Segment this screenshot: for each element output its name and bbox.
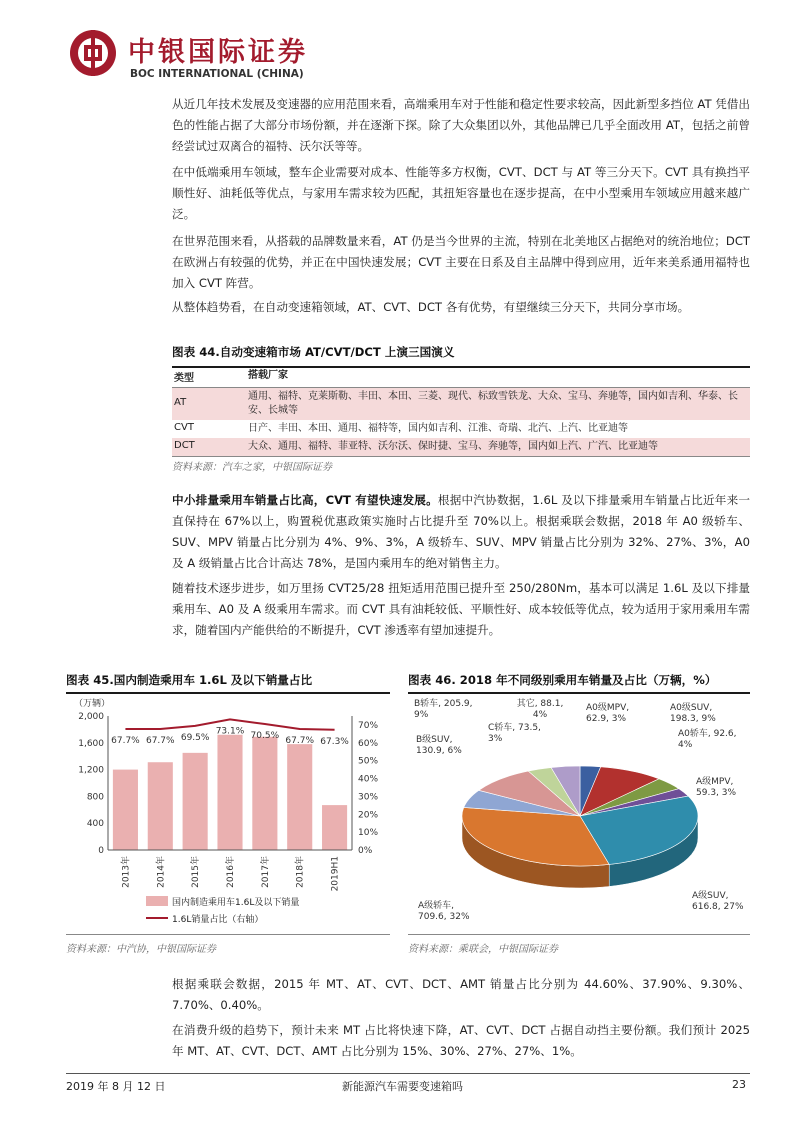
table-cell-makers: 日产、丰田、本田、通用、福特等，国内如吉利、江淮、奇瑞、北汽、上汽、比亚迪等 (248, 423, 628, 434)
chart45-bar (113, 770, 138, 850)
chart45-ratio-label: 67.7% (111, 736, 140, 747)
chart45-x-tick-label: 2016年 (226, 856, 236, 888)
logo-cn: 中银国际证券 (128, 37, 308, 68)
chart46 (408, 694, 750, 934)
chart46-slice-label: C轿车, 73.5, 3% (488, 723, 541, 744)
chart45-y-tick-label: 400 (86, 819, 104, 830)
chart46-slice-label: B轿车, 205.9, 9% (414, 699, 473, 720)
footer-page-number: 23 (732, 1078, 746, 1091)
header (68, 28, 368, 88)
chart46-slice-label: A0级MPV, 62.9, 3% (586, 703, 630, 724)
chart45-legend-bar: 国内制造乘用车1.6L及以下销量 (172, 898, 300, 908)
paragraph-8: 在消费升级的趋势下，预计未来 MT 占比将快速下降，AT、CVT、DCT 占据自动挡主要份额。我们预计 2025 年 MT、AT、CVT、DCT、AMT 占比分别为 15%、30%、27%、27%、1%。 (172, 1023, 750, 1058)
table44 (172, 369, 750, 457)
chart45-x-tick-label: 2017年 (260, 856, 271, 888)
chart45 (66, 694, 390, 934)
table-cell-type: AT (174, 397, 187, 408)
chart45-ratio-label: 67.3% (320, 736, 349, 747)
chart45-y2-tick-label: 0% (358, 846, 373, 856)
chart46-slice-label: A级SUV, 616.8, 27% (692, 891, 744, 912)
chart45-bar (183, 753, 208, 850)
chart45-bar (217, 735, 242, 850)
chart45-y2-tick-label: 70% (358, 720, 379, 731)
chart45-bar (287, 744, 312, 850)
chart45-ratio-label: 70.5% (250, 731, 280, 742)
chart46-slice-label: A级MPV, 59.3, 3% (696, 777, 737, 798)
chart45-bottom-rule (66, 934, 390, 935)
table44-header (172, 369, 750, 388)
footer-title: 新能源汽车需要变速箱吗 (342, 1080, 463, 1093)
chart45-y-tick-label: 800 (86, 792, 104, 803)
chart45-bar (148, 762, 173, 850)
chart46-slice-label: A级轿车, 709.6, 32% (418, 901, 470, 922)
chart45-y-tick-label: 1,600 (78, 738, 104, 749)
chart45-ratio-label: 69.5% (180, 732, 210, 743)
chart45-y2-tick-label: 60% (358, 738, 379, 749)
table-row (172, 438, 750, 457)
footer-date: 2019 年 8 月 12 日 (66, 1080, 166, 1093)
chart45-y2-tick-label: 20% (358, 810, 379, 821)
paragraph-3: 在世界范围来看，从搭载的品牌数量来看，AT 仍是当今世界的主流，特别在北美地区占据绝对的统治地位；DCT 在欧洲占有较强的优势，并正在中国快速发展；CVT 主要在日系及自主品牌中得到应用，近年来美系通用福特也加入 CVT 阵营。 (172, 234, 750, 290)
chart45-legend-bar-swatch (146, 896, 168, 906)
chart46-slice-label: A0级SUV, 198.3, 9% (670, 703, 716, 724)
footer-rule (66, 1073, 750, 1074)
chart46-slice-label: B级SUV, 130.9, 6% (416, 735, 462, 756)
table44-top-rule (172, 366, 750, 368)
chart46-slice-label: 其它, 88.1, 4% (516, 699, 564, 720)
chart45-ratio-label: 73.1% (215, 726, 245, 737)
chart45-unit-label: （万辆） (74, 699, 111, 709)
chart45-source: 资料来源：中汽协，中银国际证券 (66, 944, 216, 955)
chart45-y2-tick-label: 10% (358, 828, 379, 839)
chart45-bar (252, 737, 277, 850)
table44-header-type: 类型 (174, 373, 194, 384)
table44-title: 图表 44.自动变速箱市场 AT/CVT/DCT 上演三国演义 (172, 345, 455, 359)
chart45-bar (322, 805, 347, 850)
chart45-y-tick-label: 1,200 (78, 765, 104, 776)
chart45-x-tick-label: 2019H1 (330, 856, 341, 892)
chart45-legend (146, 896, 299, 925)
paragraph-4: 从整体趋势看，在自动变速箱领域，AT、CVT、DCT 各有优势，有望继续三分天下，共同分享市场。 (172, 300, 690, 314)
table-cell-type: DCT (174, 440, 195, 451)
chart45-x-tick-label: 2018年 (295, 856, 306, 888)
chart45-y2-tick-label: 50% (358, 756, 379, 767)
chart45-y-tick-label: 0 (98, 846, 104, 856)
chart45-y2-tick-label: 30% (358, 792, 379, 803)
chart45-y2-tick-label: 40% (358, 774, 379, 785)
paragraph-5-text: 根据中汽协数据，1.6L 及以下排量乘用车销量占比近年来一直保持在 67%以上，购置税优惠政策实施时占比提升至 70%以上。根据乘联会数据，2018 年 A0 级轿车、SUV、MPV 销量占比分别为 4%、9%、3%，A 级轿车、SUV、MPV 销量占比分别为 32%、27%、3%，A0 及 A 级销量占比合计高达 78%，是国内乘用车的绝对销售主力。 (172, 493, 750, 570)
chart45-x-tick-label: 2015年 (191, 856, 202, 888)
paragraph-5-lead: 中小排量乘用车销量占比高，CVT 有望快速发展。 (172, 493, 438, 507)
table44-source: 资料来源：汽车之家，中银国际证券 (172, 462, 332, 473)
table-row (172, 420, 750, 438)
chart46-bottom-rule (408, 934, 750, 935)
paragraph-7: 根据乘联会数据，2015 年 MT、AT、CVT、DCT、AMT 销量占比分别为 44.60%、37.90%、9.30%、7.70%、0.40%。 (172, 977, 750, 1012)
table44-header-makers: 搭载厂家 (248, 370, 288, 381)
paragraph-1: 从近几年技术发展及变速器的应用范围来看，高端乘用车对于性能和稳定性要求较高，因此新型多挡位 AT 凭借出色的性能占据了大部分市场份额，并在逐渐下探。除了大众集团以外，其他品牌已几乎全面改用 AT，包括之前曾经尝试过双离合的福特、沃尔沃等等。 (172, 97, 750, 153)
boc-logo-icon (68, 28, 118, 78)
table-row (172, 388, 750, 420)
chart46-source: 资料来源：乘联会，中银国际证券 (408, 944, 558, 955)
paragraph-5 (172, 490, 750, 574)
chart45-x-tick-label: 2014年 (156, 856, 167, 888)
paragraph-2: 在中低端乘用车领域，整车企业需要对成本、性能等多方权衡，CVT、DCT 与 AT 等三分天下。CVT 具有换挡平顺性好、油耗低等优点，与家用车需求较为匹配，其扭矩容量也在逐步提高，在中小型乘用车领域应用越来越广泛。 (172, 165, 750, 221)
chart45-title: 图表 45.国内制造乘用车 1.6L 及以下销量占比 (66, 673, 313, 687)
table-cell-type: CVT (174, 422, 194, 433)
chart46-title: 图表 46. 2018 年不同级别乘用车销量及占比（万辆，%） (408, 673, 717, 687)
chart46-slice-label: A0轿车, 92.6, 4% (678, 729, 737, 750)
chart45-ratio-label: 67.7% (145, 736, 175, 747)
paragraph-6: 随着技术逐步进步，如万里扬 CVT25/28 扭矩适用范围已提升至 250/280Nm，基本可以满足 1.6L 及以下排量乘用车、A0 及 A 级乘用车需求。而 CVT 具有油耗较低、平顺性好、成本较低等优点，较为适用于家用乘用车需求，随着国内产能供给的不断提升，CVT 渗透率有望加速提升。 (172, 581, 750, 637)
table-cell-makers: 通用、福特、克莱斯勒、丰田、本田、三菱、现代、标致雪铁龙、大众、宝马、奔驰等，国内如吉利、华泰、长安、长城等 (248, 391, 738, 416)
logo-en: BOC INTERNATIONAL (CHINA) (130, 68, 304, 80)
table-cell-makers: 大众、通用、福特、菲亚特、沃尔沃、保时捷、宝马、奔驰等，国内如上汽、广汽、比亚迪等 (248, 441, 658, 452)
chart45-x-tick-label: 2013年 (121, 856, 132, 888)
chart45-legend-line: 1.6L销量占比（右轴） (172, 915, 264, 925)
chart45-ratio-label: 67.7% (285, 736, 315, 747)
chart45-y-tick-label: 2,000 (78, 712, 104, 722)
